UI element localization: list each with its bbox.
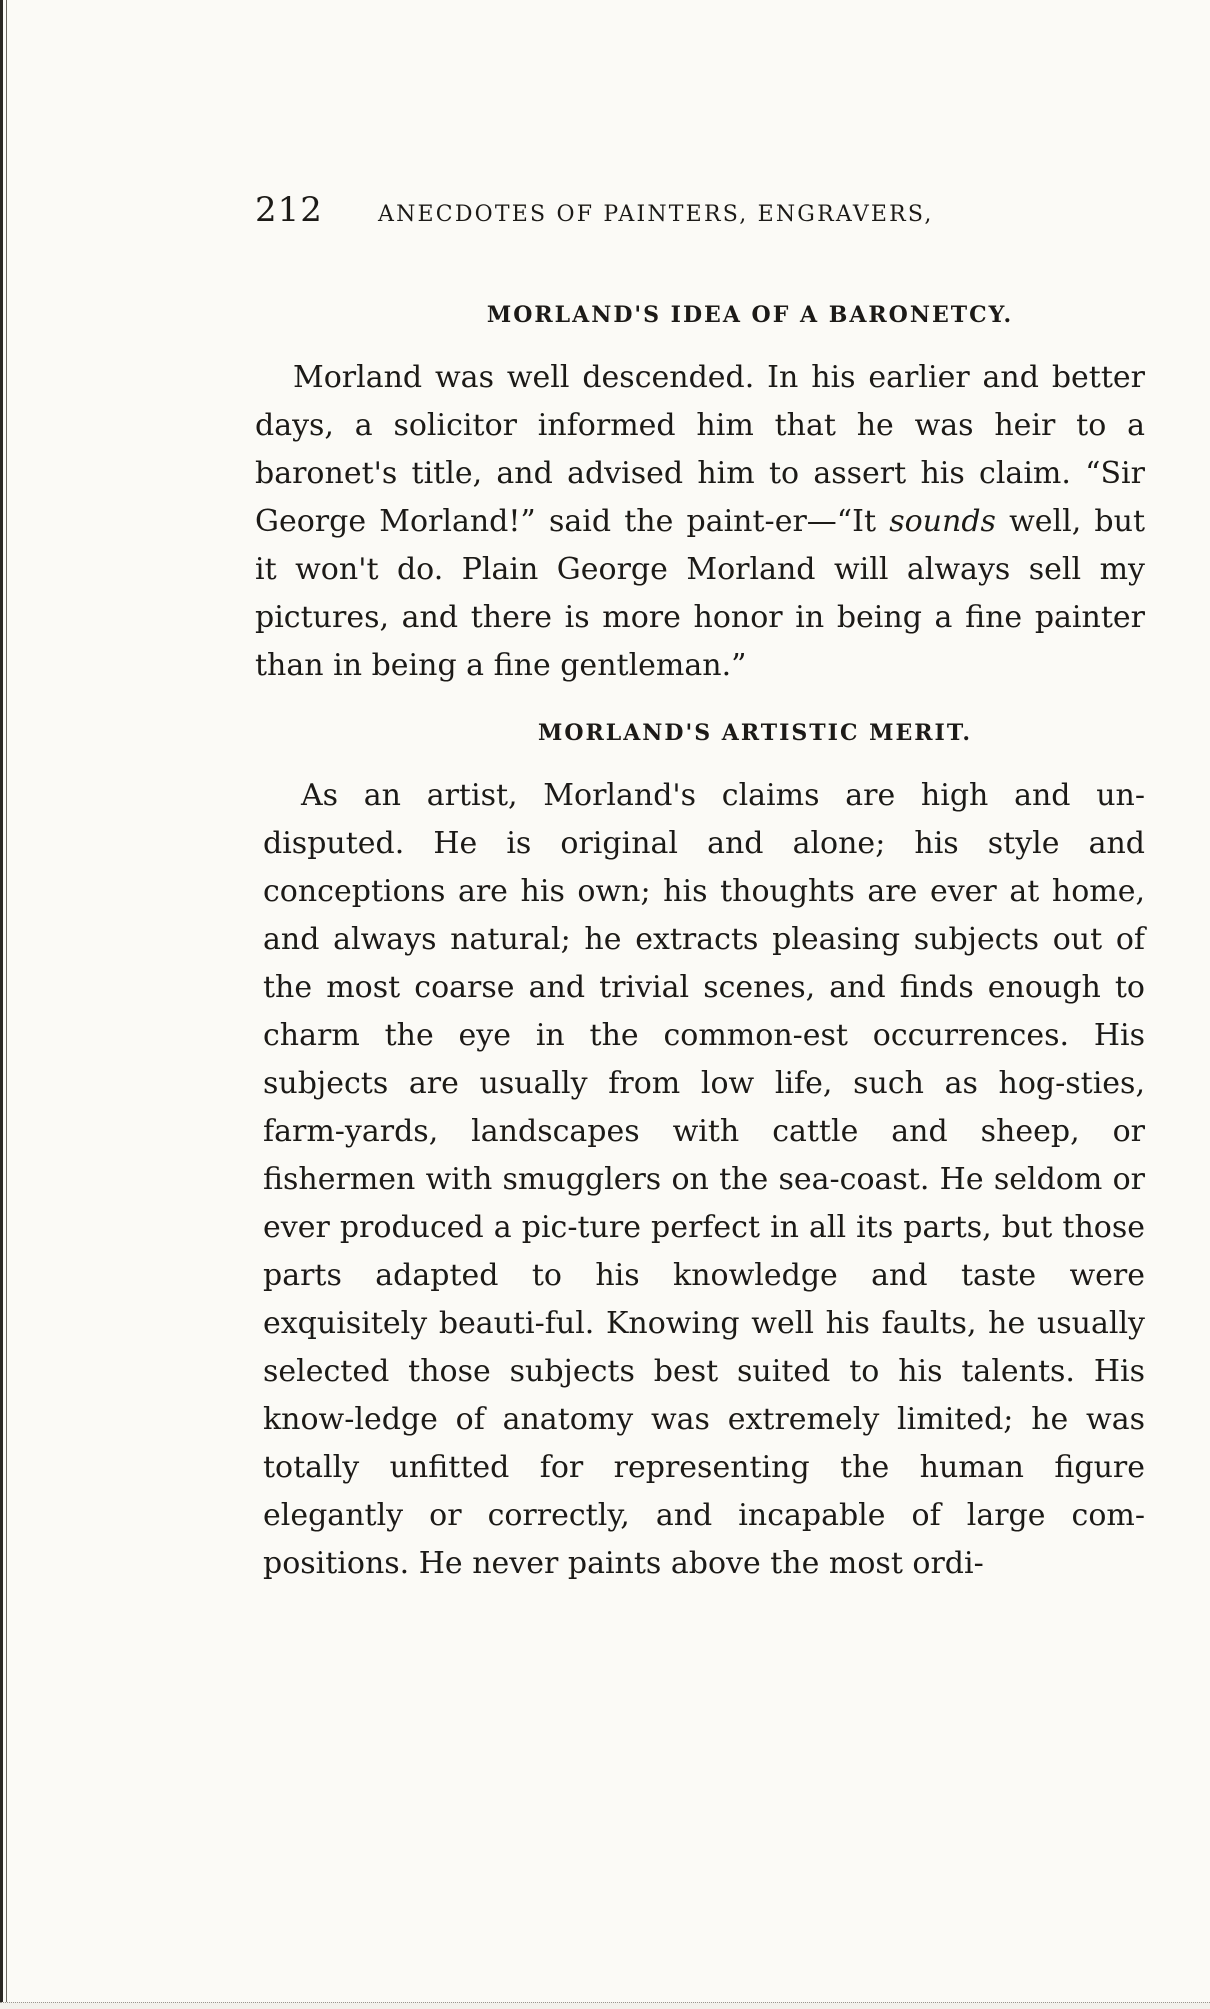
paragraph-text: well, but it won't do. Plain George Morland will always sell my pictures, and there is more honor in being a fine painter than in being a fine gentleman.” <box>255 504 1146 683</box>
running-title: ANECDOTES OF PAINTERS, ENGRAVERS, <box>378 202 934 227</box>
book-page <box>255 190 1145 1588</box>
page-number: 212 <box>255 190 323 230</box>
paragraph-baronetcy <box>255 354 1145 690</box>
section-heading-baronetcy: MORLAND'S IDEA OF A BARONETCY. <box>486 302 1014 328</box>
page-bottom-edge <box>0 2002 1210 2009</box>
section-heading-artistic-merit: MORLAND'S ARTISTIC MERIT. <box>537 720 973 746</box>
paragraph-text: Morland was well descended. In his earlier and better days, a solicitor informed him that he was heir to a baronet's title, and advised him to assert his claim. “Sir George Morland!” said the paint-er—“It <box>255 360 1145 539</box>
page-binding-edge <box>0 0 14 2009</box>
italic-word: sounds <box>889 504 996 539</box>
running-head <box>255 190 1145 240</box>
paragraph-artistic-merit: As an artist, Morland's claims are high and un-disputed. He is original and alone; his style and conceptions are his own; his thoughts are ever at home, and always natural; he extracts pleasing subjects out of the most coarse and trivial scenes, and finds enough to charm the eye in the common-est occurrences. His subjects are usually from low life, such as hog-sties, farm-yards, landscapes with cattle and sheep, or fishermen with smugglers on the sea-coast. He seldom or ever produced a pic-ture perfect in all its parts, but those parts adapted to his knowledge and taste were exquisitely beauti-ful. Knowing well his faults, he usually selected those subjects best suited to his talents. His know-ledge of anatomy was extremely limited; he was totally unfitted for representing the human figure elegantly or correctly, and incapable of large com-positions. He never paints above the most ordi- <box>263 778 1145 1581</box>
